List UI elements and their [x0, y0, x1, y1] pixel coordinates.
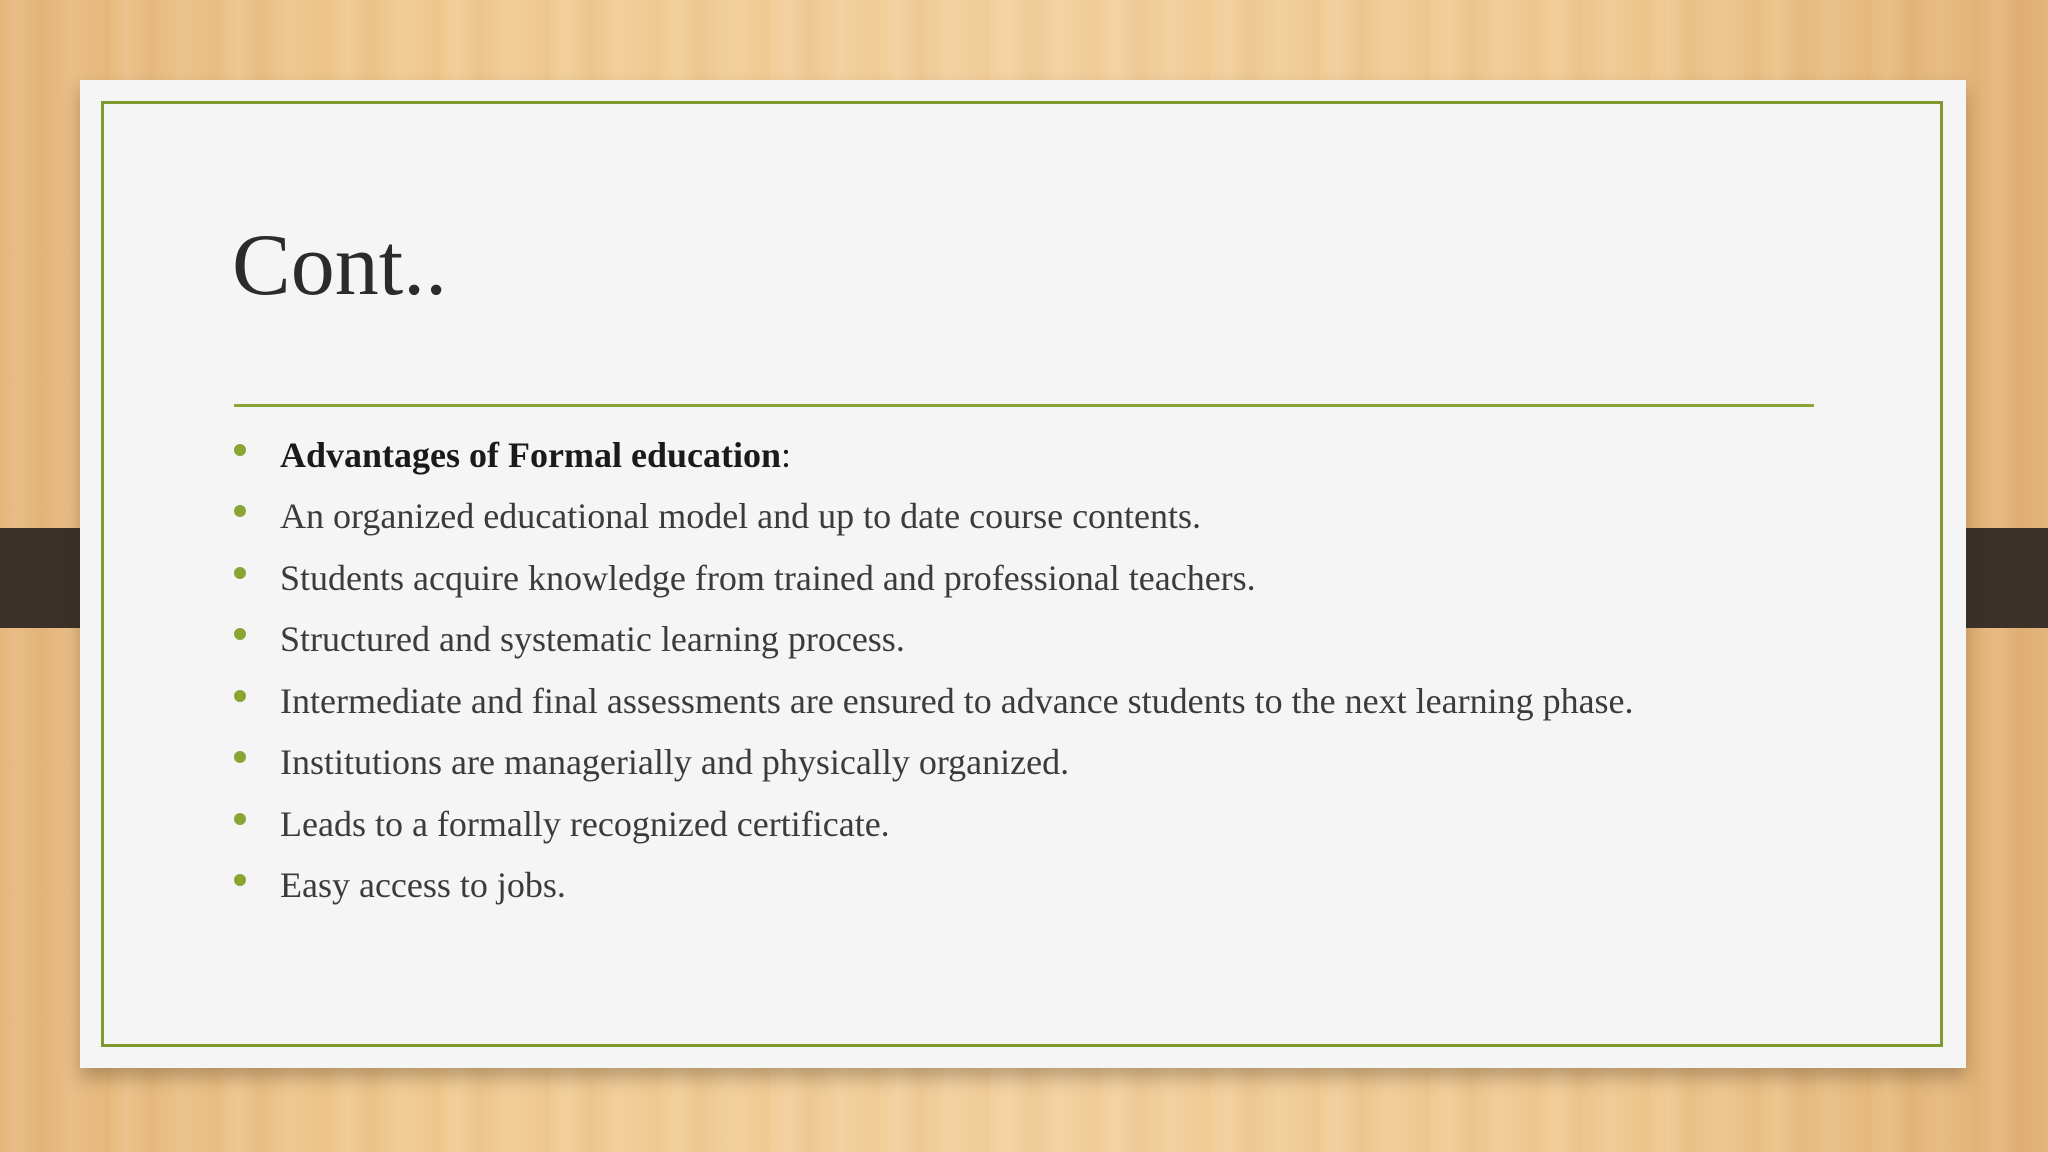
bullet-list — [234, 424, 1854, 916]
bullet-heading-colon: : — [780, 434, 791, 475]
bullet-icon — [234, 628, 246, 640]
list-item — [234, 670, 1854, 732]
list-item — [234, 609, 1854, 671]
bullet-text: Easy access to jobs. — [280, 865, 566, 906]
bullet-text: Structured and systematic learning process. — [280, 619, 905, 660]
list-item — [234, 855, 1854, 917]
bullet-icon — [234, 813, 246, 825]
list-item-heading — [234, 424, 1854, 486]
bullet-heading — [280, 434, 791, 476]
bullet-icon — [234, 567, 246, 579]
slide-title: Cont.. — [232, 217, 448, 314]
bullet-text: Institutions are managerially and physically organized. — [280, 742, 1070, 783]
bullet-text: Students acquire knowledge from trained and professional teachers. — [280, 557, 1256, 598]
bullet-heading-bold: Advantages of Formal education — [280, 434, 781, 475]
bullet-icon — [234, 874, 246, 886]
bullet-icon — [234, 751, 246, 763]
bullet-text: Intermediate and final assessments are ensured to advance students to the next learning phase. — [280, 680, 1634, 721]
bullet-icon — [234, 505, 246, 517]
list-item — [234, 547, 1854, 609]
bullet-text: An organized educational model and up to date course contents. — [280, 496, 1202, 537]
list-item — [234, 793, 1854, 855]
bullet-icon — [234, 690, 246, 702]
bullet-icon — [234, 444, 246, 456]
title-divider — [234, 404, 1814, 407]
list-item — [234, 732, 1854, 794]
bullet-text: Leads to a formally recognized certificate. — [280, 803, 890, 844]
list-item — [234, 486, 1854, 548]
